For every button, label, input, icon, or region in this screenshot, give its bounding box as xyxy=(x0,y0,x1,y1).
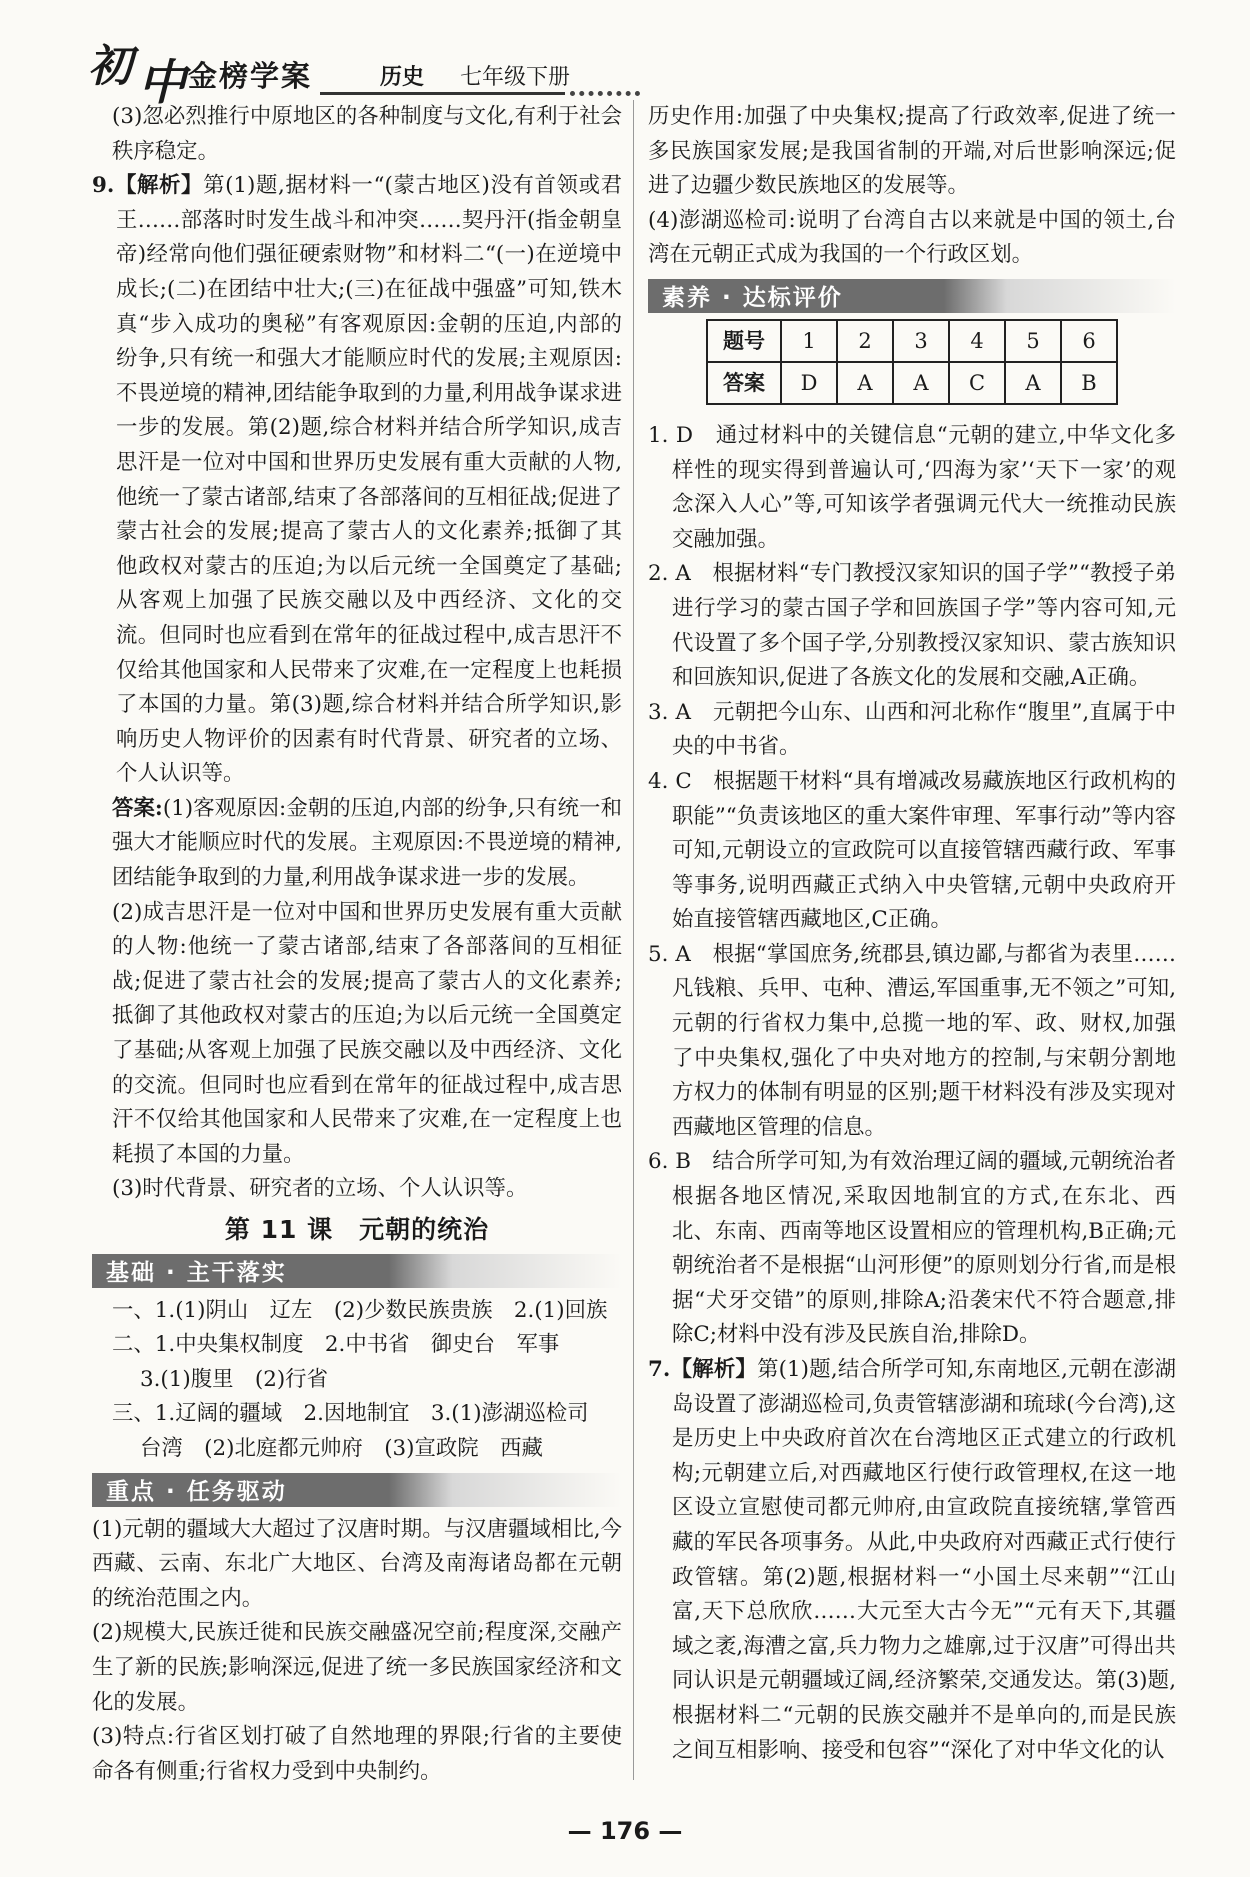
answer-paragraph: 历史作用:加强了中央集权;提高了行政效率,促进了统一多民族国家发展;是我国省制的开端,对后世影响深远;促进了边疆少数民族地区的发展等。 xyxy=(648,104,1176,199)
section-banner-key xyxy=(92,1473,622,1507)
question-explanation: 6. B 结合所学可知,为有效治理辽阔的疆域,元朝统治者根据各地区情况,采取因地制宜的方式,在东北、西北、东南、西南等地区设置相应的管理机构,B正确;元朝统治者不是根据“山河形便”的原则划分行省,而是根据“犬牙交错”的原则,排除A;沿袭宋代不符合题意,排除C;材料中没有涉及民族自治,排除D。 xyxy=(648,1149,1176,1348)
column-divider xyxy=(633,100,634,1780)
page-header xyxy=(80,22,1170,111)
banner-label: 素养 · 达标评价 xyxy=(662,284,843,311)
page-number: — 176 — xyxy=(567,1817,683,1845)
answer-paragraph: (4)澎湖巡检司:说明了台湾自古以来就是中国的领土,台湾在元朝正式成为我国的一个行政区划。 xyxy=(648,207,1176,268)
answer-block xyxy=(92,792,622,896)
key-point: (1)元朝的疆域大大超过了汉唐时期。与汉唐疆域相比,今西藏、云南、东北广大地区、台湾及南海诸岛都在元朝的统治范围之内。 xyxy=(92,1516,622,1611)
banner-label: 重点 · 任务驱动 xyxy=(106,1478,287,1505)
answer-text-3: (3)时代背景、研究者的立场、个人认识等。 xyxy=(112,1176,528,1202)
answer-label: 答案: xyxy=(112,795,163,821)
section-banner-eval xyxy=(648,279,1176,313)
right-column xyxy=(648,100,1176,1768)
table-cell: 5 xyxy=(1005,320,1061,362)
brand-name: 金榜学案 xyxy=(188,59,313,93)
banner-label: 基础 · 主干落实 xyxy=(106,1259,287,1286)
table-cell: C xyxy=(949,362,1005,404)
lesson-title: 第 11 课 元朝的统治 xyxy=(224,1215,490,1244)
section-banner-basic xyxy=(92,1254,622,1288)
answer-text-2: (2)成吉思汗是一位对中国和世界历史发展有重大贡献的人物:他统一了蒙古诸部,结束了各部落间的互相征战;促进了蒙古社会的发展;提高了蒙古人的文化素养;抵御了其他政权对蒙古的压迫;为以后元统一全国奠定了基础;从客观上加强了民族交融以及中西经济、文化的交流。但同时也应看到在常年的征战过程中,成吉思汗不仅给其他国家和人民带来了灾难,在一定程度上也耗损了本国的力量。 xyxy=(112,899,622,1167)
question-9-analysis xyxy=(92,169,622,792)
header-grade: 七年级下册 xyxy=(460,65,571,90)
brand-char-2: 中 xyxy=(138,55,187,111)
table-cell: 4 xyxy=(949,320,1005,362)
brand-char-1: 初 xyxy=(88,41,132,92)
table-row xyxy=(707,320,1117,362)
header-dotted-rule xyxy=(570,91,640,96)
analysis-text: 第(1)题,据材料一“(蒙古地区)没有首领或君王……部落时时发生战斗和冲突……契丹汗(指金朝皇帝)经常向他们强征硬索财物”和材料二“(一)在逆境中成长;(二)在团结中壮大;(三)在征战中强盛”可知,铁木真“步入成功的奥秘”有客观原因:金朝的压迫,内部的纷争,只有统一和强大才能顺应时代的发展;主观原因:不畏逆境的精神,团结能争取到的力量,利用战争谋求进一步的发展。第(2)题,综合材料并结合所学知识,成吉思汗是一位对中国和世界历史发展有重大贡献的人物,他统一了蒙古诸部,结束了各部落间的互相征战;促进了蒙古社会的发展;提高了蒙古人的文化素养;抵御了其他政权对蒙古的压迫;为以后元统一全国奠定了基础;从客观上加强了民族交融以及中西经济、文化的交流。但同时也应看到在常年的征战过程中,成吉思汗不仅给其他国家和人民带来了灾难,在一定程度上也耗损了本国的力量。第(3)题,综合材料并结合所学知识,影响历史人物评价的因素有时代背景、研究者的立场、个人认识等。 xyxy=(116,173,622,787)
table-cell: A xyxy=(893,362,949,404)
question-explanation: 1. D 通过材料中的关键信息“元朝的建立,中华文化多样性的现实得到普遍认可,‘四海为家’‘天下一家’的观念深入人心”等,可知该学者强调元代大一统推动民族交融加强。 xyxy=(648,422,1176,552)
header-subject: 历史 xyxy=(380,65,425,90)
basic-line: 台湾 (2)北庭都元帅府 (3)宣政院 西藏 xyxy=(140,1435,543,1461)
answer-paragraph: (3)忽必烈推行中原地区的各种制度与文化,有利于社会秩序稳定。 xyxy=(112,104,622,164)
question-number: 7. xyxy=(648,1357,671,1382)
table-cell: B xyxy=(1061,362,1117,404)
question-number: 9. xyxy=(92,173,115,199)
key-point: (3)特点:行省区划打破了自然地理的界限;行省的主要使命各有侧重;行省权力受到中央制约。 xyxy=(92,1724,622,1784)
table-cell: 3 xyxy=(893,320,949,362)
question-explanation: 4. C 根据题干材料“具有增减改易藏族地区行政机构的职能”“负责该地区的重大案件审理、军事行动”等内容可知,元朝设立的宣政院可以直接管辖西藏行政、军事等事务,说明西藏正式纳入中央管辖,元朝中央政府开始直接管辖西藏地区,C正确。 xyxy=(648,768,1176,933)
question-explanation: 5. A 根据“掌国庶务,统郡县,镇边鄙,与都省为表里……凡钱粮、兵甲、屯种、漕运,军国重事,无不领之”可知,元朝的行省权力集中,总揽一地的军、政、财权,加强了中央集权,强化了中央对地方的控制,与宋朝分割地方权力的体制有明显的区别;题干材料没有涉及实现对西藏地区管理的信息。 xyxy=(648,941,1176,1140)
table-cell: D xyxy=(781,362,837,404)
table-header-cell: 答案 xyxy=(707,362,781,404)
basic-line: 二、1.中央集权制度 2.中书省 御史台 军事 xyxy=(112,1332,560,1358)
table-cell: A xyxy=(837,362,893,404)
table-cell: 2 xyxy=(837,320,893,362)
question-explanation: 2. A 根据材料“专门教授汉家知识的国子学”“教授子弟进行学习的蒙古国子学和回族国子学”等内容可知,元代设置了多个国子学,分别教授汉家知识、蒙古族知识和回族知识,促进了各族文化的发展和交融,A正确。 xyxy=(648,561,1176,691)
table-cell: A xyxy=(1005,362,1061,404)
basic-line: 3.(1)腹里 (2)行省 xyxy=(140,1366,328,1392)
left-column xyxy=(92,100,622,1789)
answer-text: (1)客观原因:金朝的压迫,内部的纷争,只有统一和强大才能顺应时代的发展。主观原因:不畏逆境的精神,团结能争取到的力量,利用战争谋求进一步的发展。 xyxy=(112,795,622,891)
table-cell: 1 xyxy=(781,320,837,362)
table-header-cell: 题号 xyxy=(707,320,781,362)
table-cell: 6 xyxy=(1061,320,1117,362)
basic-line: 一、1.(1)阴山 辽左 (2)少数民族贵族 2.(1)回族 xyxy=(112,1297,608,1323)
answer-table xyxy=(706,319,1118,405)
header-rule xyxy=(320,92,565,95)
basic-line: 三、1.辽阔的疆域 2.因地制宜 3.(1)澎湖巡检司 xyxy=(112,1401,589,1427)
analysis-tag: 【解析】 xyxy=(670,1357,758,1382)
question-7-analysis xyxy=(648,1353,1176,1768)
analysis-tag: 【解析】 xyxy=(114,173,204,199)
table-row xyxy=(707,362,1117,404)
key-point: (2)规模大,民族迁徙和民族交融盛况空前;程度深,交融产生了新的民族;影响深远,促进了统一多民族国家经济和文化的发展。 xyxy=(92,1620,622,1715)
analysis-text: 第(1)题,结合所学可知,东南地区,元朝在澎湖岛设置了澎湖巡检司,负责管辖澎湖和琉球(今台湾),这是历史上中央政府首次在台湾地区正式建立的行政机构;元朝建立后,对西藏地区行使行政管理权,在这一地区设立宣慰使司都元帅府,由宣政院直接统辖,掌管西藏的军民各项事务。从此,中央政府对西藏正式行使行政管辖。第(2)题,根据材料一“小国土尽来朝”“江山富,天下总欣欣……大元至大古今无”“元有天下,其疆域之袤,海漕之富,兵力物力之雄廓,过于汉唐”可得出共同认识是元朝疆域辽阔,经济繁荣,交通发达。第(3)题,根据材料二“元朝的民族交融并不是单向的,而是民族之间互相影响、接受和包容”“深化了对中华文化的认 xyxy=(672,1357,1176,1763)
question-explanation: 3. A 元朝把今山东、山西和河北称作“腹里”,直属于中央的中书省。 xyxy=(648,699,1176,760)
